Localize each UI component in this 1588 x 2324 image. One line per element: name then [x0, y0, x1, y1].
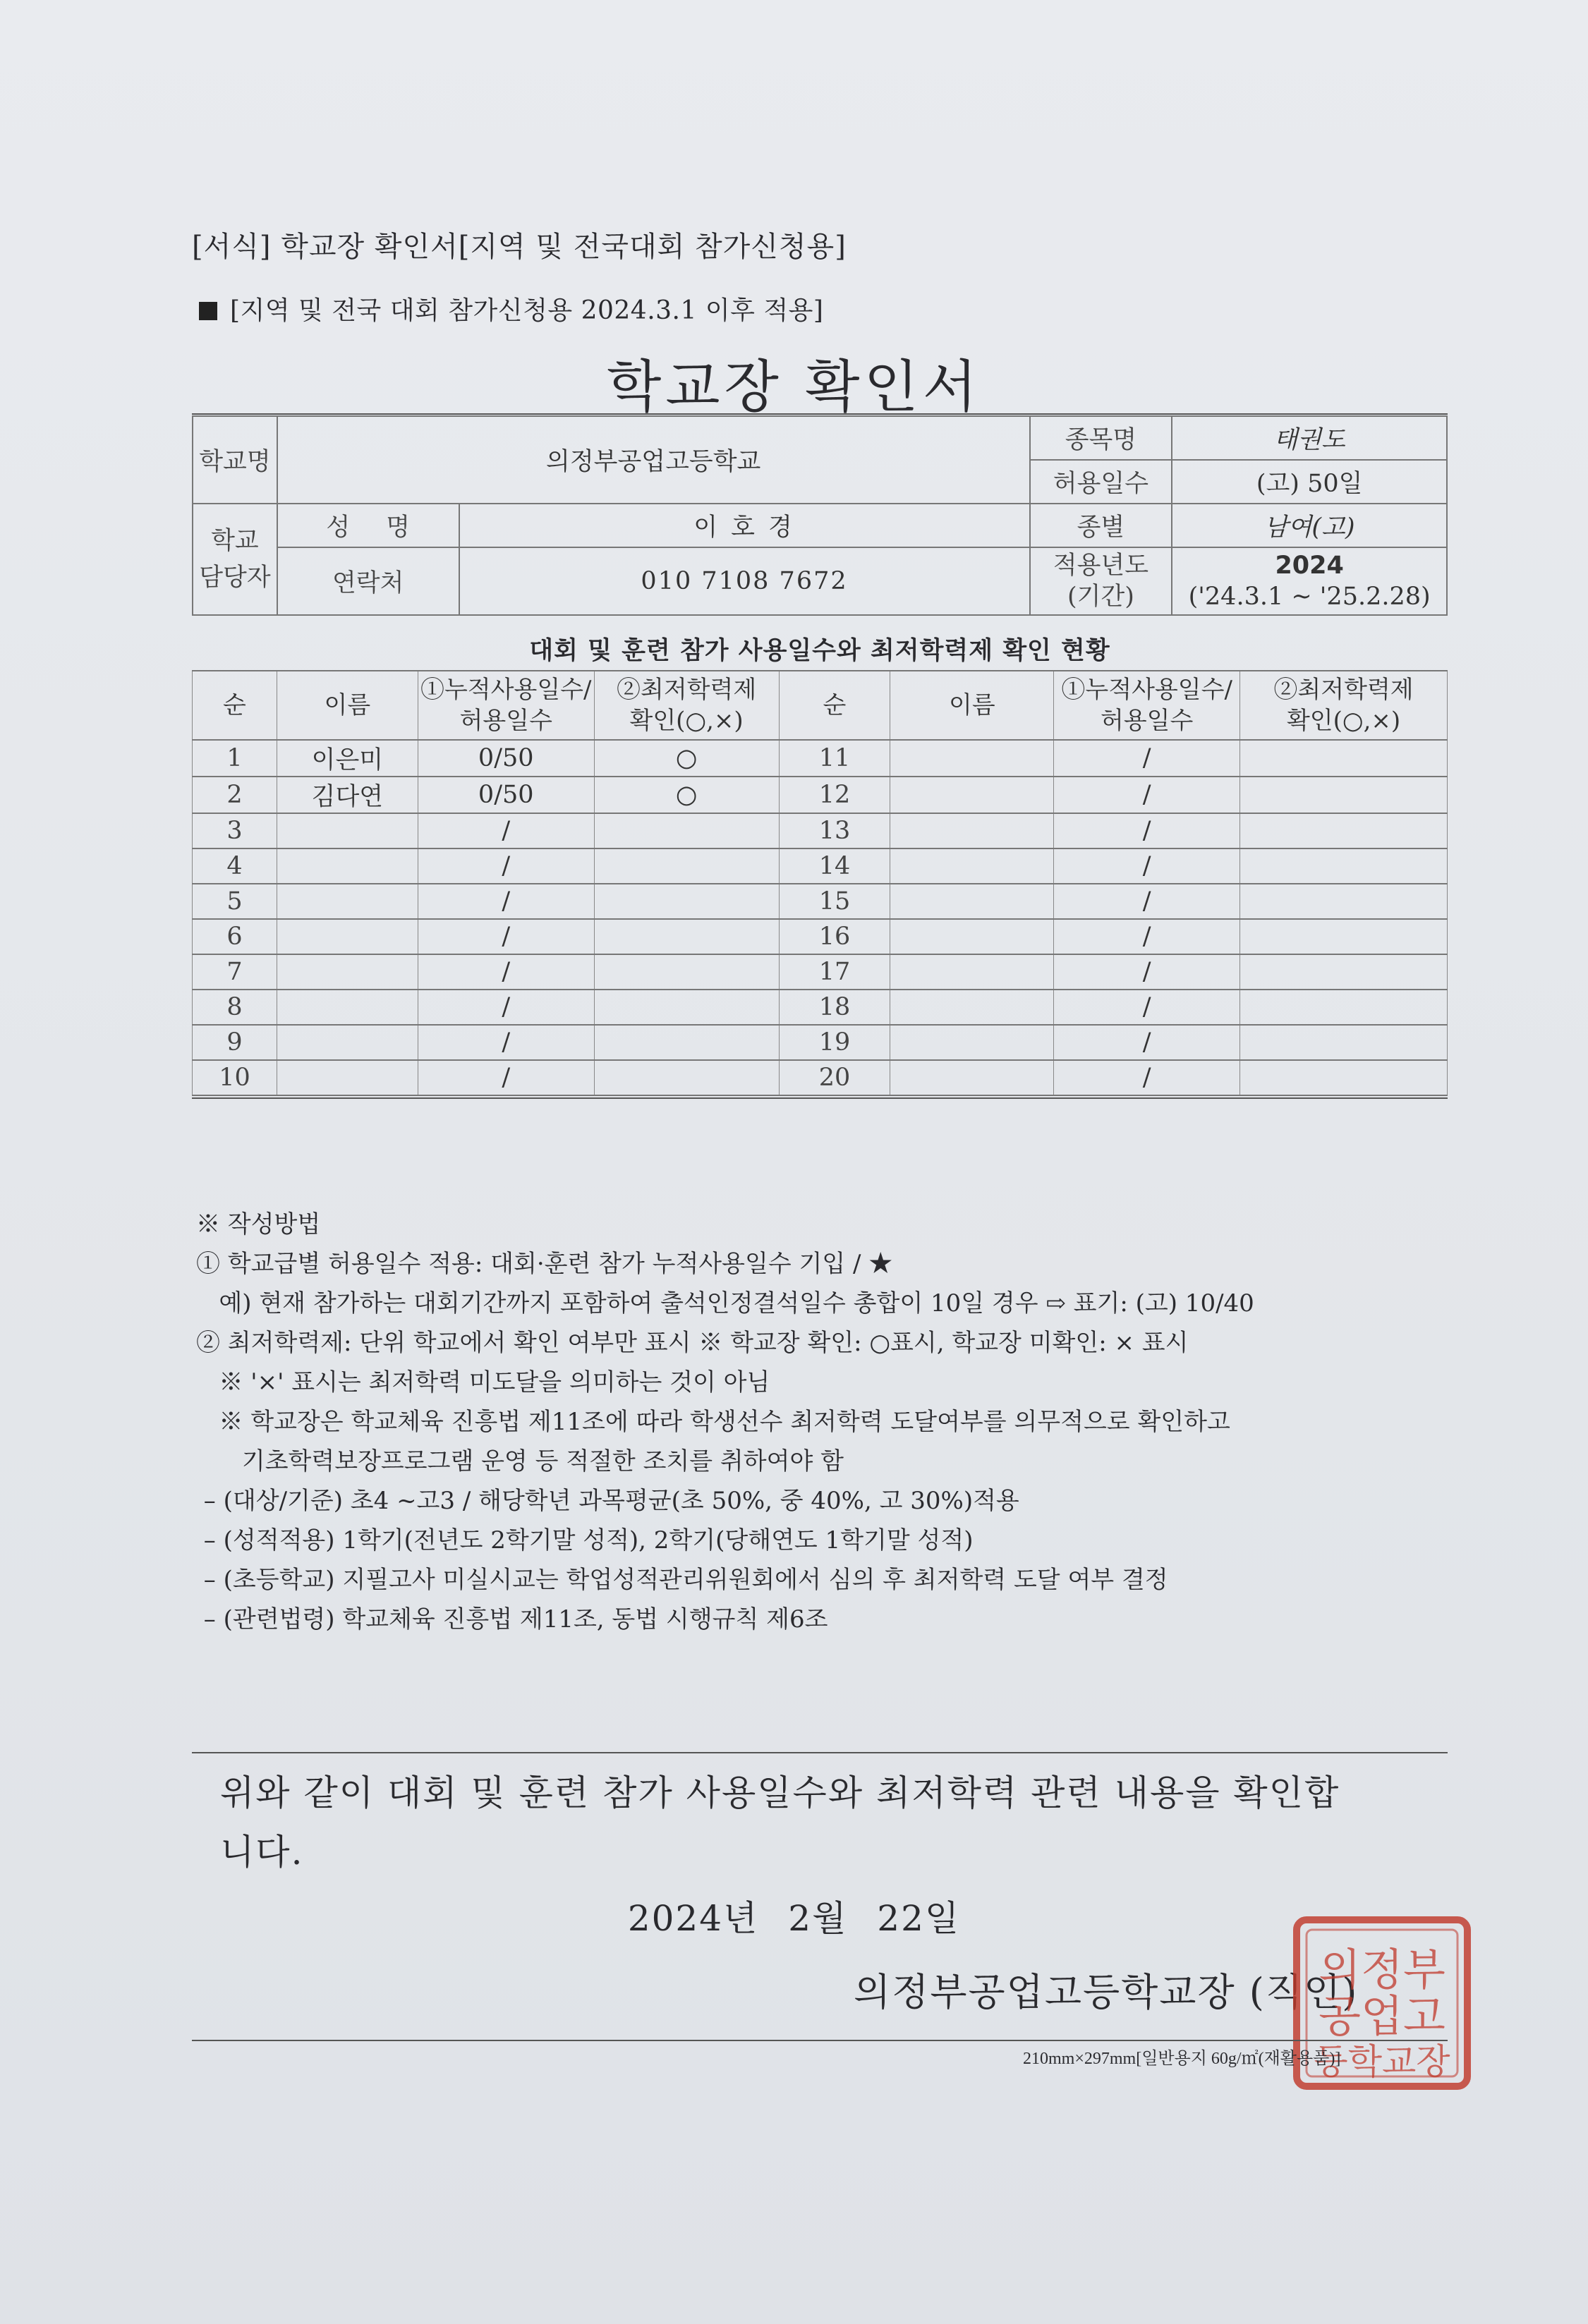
year-label-line2: (기간) [1067, 583, 1134, 611]
row-name [890, 740, 1054, 777]
header-check [594, 671, 779, 740]
header-days [418, 671, 594, 740]
header-no: 순 [193, 671, 277, 740]
row-no: 3 [193, 813, 277, 848]
row-name [890, 813, 1054, 848]
category-label: 종별 [1030, 504, 1172, 547]
notes-block [196, 1205, 1254, 1639]
row-no: 13 [779, 813, 890, 848]
row-days: / [418, 1060, 594, 1095]
contact-label: 연락처 [277, 547, 459, 615]
svg-text:공업고: 공업고 [1319, 1990, 1445, 2042]
roster-header-row [193, 671, 1448, 740]
svg-text:등학교장: 등학교장 [1314, 2041, 1450, 2082]
row-name [277, 1060, 418, 1095]
row-name [277, 813, 418, 848]
row-days: / [1054, 813, 1240, 848]
row-days: / [418, 990, 594, 1025]
row-check [594, 990, 779, 1025]
year-value: 2024 [1275, 552, 1344, 580]
year-label-line1: 적용년도 [1053, 552, 1149, 580]
row-name [890, 777, 1054, 813]
confirmation-line2: 니다. [220, 1832, 304, 1873]
row-days: / [1054, 1060, 1240, 1095]
header-check-line1: ②최저학력제 [616, 676, 757, 704]
row-check [594, 1060, 779, 1095]
row-no: 19 [779, 1025, 890, 1060]
row-name [890, 1025, 1054, 1060]
header-days-line1: ①누적사용일수/ [420, 676, 592, 704]
row-no: 7 [193, 954, 277, 990]
row-name [277, 954, 418, 990]
note-line: ① 학교급별 허용일수 적용: 대회·훈련 참가 누적사용일수 기입 / ★ [196, 1250, 893, 1278]
header-check-2 [1240, 671, 1448, 740]
row-days: / [1054, 990, 1240, 1025]
row-name [890, 848, 1054, 884]
row-no: 10 [193, 1060, 277, 1095]
row-no: 17 [779, 954, 890, 990]
table-row [193, 919, 1448, 954]
square-bullet-icon [199, 302, 217, 320]
row-check [1240, 1025, 1448, 1060]
table-row [193, 1025, 1448, 1060]
roster-body [193, 740, 1448, 1095]
row-no: 9 [193, 1025, 277, 1060]
row-no: 8 [193, 990, 277, 1025]
row-name [890, 1060, 1054, 1095]
row-check [594, 848, 779, 884]
header-days-2 [1054, 671, 1240, 740]
table-row [193, 1060, 1448, 1095]
period-value: ('24.3.1 ~ '25.2.28) [1188, 583, 1431, 611]
row-no: 6 [193, 919, 277, 954]
header-days-2-line2: 허용일수 [1100, 707, 1194, 735]
row-no: 16 [779, 919, 890, 954]
row-days: / [1054, 777, 1240, 813]
row-no: 4 [193, 848, 277, 884]
header-days-2-line1: ①누적사용일수/ [1061, 676, 1232, 704]
table-row [193, 813, 1448, 848]
header-check-2-line1: ②최저학력제 [1273, 676, 1414, 704]
note-line: ※ '×' 표시는 최저학력 미도달을 의미하는 것이 아님 [196, 1368, 770, 1397]
row-no: 2 [193, 777, 277, 813]
row-check: ○ [594, 777, 779, 813]
row-check [1240, 919, 1448, 954]
table-row [193, 990, 1448, 1025]
row-no: 5 [193, 884, 277, 919]
row-name [277, 990, 418, 1025]
confirm-top-divider [192, 1752, 1448, 1753]
manager-label [193, 504, 277, 615]
row-check [1240, 954, 1448, 990]
row-name [277, 1025, 418, 1060]
table-row [193, 777, 1448, 813]
row-no: 11 [779, 740, 890, 777]
form-label: [서식] 학교장 확인서[지역 및 전국대회 참가신청용] [192, 231, 847, 263]
row-days: / [418, 919, 594, 954]
principal-signature: 의정부공업고등학교장 (직인) [854, 1970, 1359, 2014]
year-label [1030, 547, 1172, 615]
row-days: 0/50 [418, 777, 594, 813]
row-days: / [418, 813, 594, 848]
header-name-2: 이름 [890, 671, 1054, 740]
section-title: 대회 및 훈련 참가 사용일수와 최저학력제 확인 현황 [529, 637, 1110, 665]
row-name [277, 884, 418, 919]
sub-label-text: [지역 및 전국 대회 참가신청용 2024.3.1 이후 적용] [230, 296, 824, 325]
sport-value: 태권도 [1172, 416, 1447, 460]
row-days: / [418, 954, 594, 990]
confirmation-text [220, 1763, 1340, 1882]
paper-size-note: 210mm×297mm[일반용지 60g/㎡(재활용품)] [1023, 2050, 1341, 2068]
manager-label-line1: 학교 [211, 527, 259, 555]
row-check [1240, 777, 1448, 813]
row-days: / [1054, 1025, 1240, 1060]
roster-bottom-divider [192, 1097, 1448, 1099]
row-check [1240, 884, 1448, 919]
row-no: 1 [193, 740, 277, 777]
row-days: / [1054, 740, 1240, 777]
note-line: – (초등학교) 지필고사 미실시교는 학업성적관리위원회에서 심의 후 최저학력 도달 여부 결정 [196, 1566, 1168, 1594]
header-check-line2: 확인(○,×) [629, 707, 744, 735]
bottom-divider [192, 2040, 1448, 2041]
header-no-2: 순 [779, 671, 890, 740]
row-check [594, 1025, 779, 1060]
school-label: 학교명 [193, 416, 277, 504]
page-title: 학교장 확인서 [606, 354, 982, 420]
sport-label: 종목명 [1030, 416, 1172, 460]
school-value: 의정부공업고등학교 [277, 416, 1030, 504]
row-check [1240, 848, 1448, 884]
row-no: 15 [779, 884, 890, 919]
confirmation-line1: 위와 같이 대회 및 훈련 참가 사용일수와 최저학력 관련 내용을 확인합 [220, 1772, 1340, 1813]
note-line: – (대상/기준) 초4 ~고3 / 해당학년 과목평균(초 50%, 중 40%, 고 30%)적용 [196, 1487, 1019, 1515]
row-no: 14 [779, 848, 890, 884]
table-row [193, 740, 1448, 777]
header-days-line2: 허용일수 [459, 707, 552, 735]
note-line: ※ 작성방법 [196, 1210, 321, 1239]
row-days: / [1054, 884, 1240, 919]
note-line: ※ 학교장은 학교체육 진흥법 제11조에 따라 학생선수 최저학력 도달여부를 의무적으로 확인하고 [196, 1408, 1230, 1436]
row-name [277, 919, 418, 954]
table-row [193, 884, 1448, 919]
row-check [594, 954, 779, 990]
row-days: / [1054, 848, 1240, 884]
row-no: 12 [779, 777, 890, 813]
row-name [890, 990, 1054, 1025]
row-name [890, 884, 1054, 919]
category-value: 남여(고) [1172, 504, 1447, 547]
row-name: 이은미 [277, 740, 418, 777]
row-check [1240, 990, 1448, 1025]
row-name: 김다연 [277, 777, 418, 813]
row-days: / [1054, 954, 1240, 990]
note-line: 기초학력보장프로그램 운영 등 적절한 조치를 취하여야 함 [196, 1447, 844, 1476]
row-days: / [418, 1025, 594, 1060]
row-check [594, 919, 779, 954]
sub-label [199, 291, 823, 327]
contact-value: 010 7108 7672 [459, 547, 1030, 615]
row-name [890, 954, 1054, 990]
info-table [192, 415, 1448, 616]
allowed-days-value: (고) 50일 [1172, 460, 1447, 504]
row-check [1240, 813, 1448, 848]
row-check [1240, 740, 1448, 777]
table-row [193, 954, 1448, 990]
note-line: 예) 현재 참가하는 대회기간까지 포함하여 출석인정결석일수 총합이 10일 경우 ⇨ 표기: (고) 10/40 [196, 1289, 1254, 1318]
top-divider [192, 413, 1448, 415]
confirmation-date: 2024년 2월 22일 [627, 1898, 961, 1939]
row-days: / [418, 884, 594, 919]
row-no: 20 [779, 1060, 890, 1095]
row-name [277, 848, 418, 884]
row-no: 18 [779, 990, 890, 1025]
row-check [1240, 1060, 1448, 1095]
header-check-2-line2: 확인(○,×) [1286, 707, 1401, 735]
row-check [594, 813, 779, 848]
row-check: ○ [594, 740, 779, 777]
table-row [193, 848, 1448, 884]
header-name: 이름 [277, 671, 418, 740]
name-label: 성 명 [277, 504, 459, 547]
manager-label-line2: 담당자 [199, 564, 271, 592]
name-value: 이 호 경 [459, 504, 1030, 547]
note-line: ② 최저학력제: 단위 학교에서 확인 여부만 표시 ※ 학교장 확인: ○표시, 학교장 미확인: × 표시 [196, 1329, 1189, 1357]
roster-table [192, 670, 1448, 1096]
row-name [890, 919, 1054, 954]
note-line: – (관련법령) 학교체육 진흥법 제11조, 동법 시행규칙 제6조 [196, 1605, 828, 1634]
row-days: / [1054, 919, 1240, 954]
row-days: / [418, 848, 594, 884]
row-check [594, 884, 779, 919]
row-days: 0/50 [418, 740, 594, 777]
allowed-days-label: 허용일수 [1030, 460, 1172, 504]
year-cell [1172, 547, 1447, 615]
note-line: – (성적적용) 1학기(전년도 2학기말 성적), 2학기(당해연도 1학기말 성적) [196, 1526, 974, 1555]
svg-text:의정부: 의정부 [1319, 1944, 1445, 1995]
